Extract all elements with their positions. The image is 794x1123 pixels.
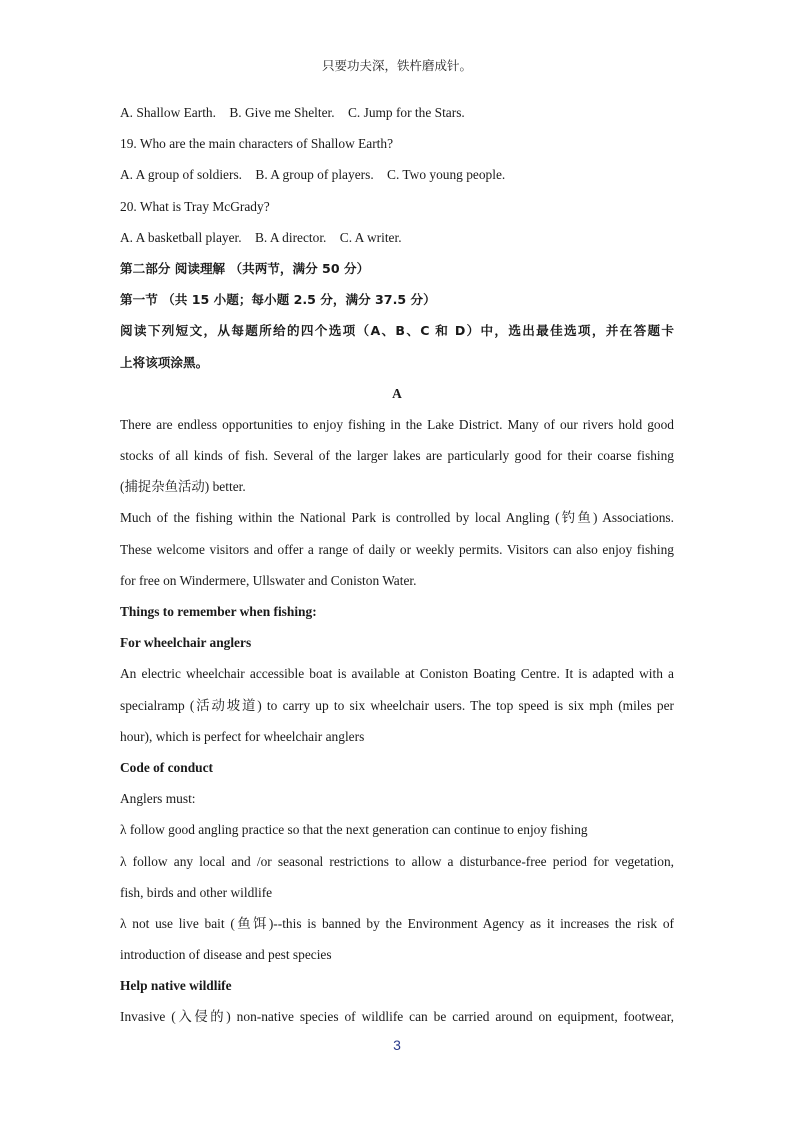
question-20: 20. What is Tray McGrady? [120, 198, 270, 214]
paragraph-3-line-2: specialramp (活动坡道) to carry up to six wheelchair users. The top speed is six mph (miles per [120, 697, 674, 713]
wildlife-heading: Help native wildlife [120, 978, 232, 994]
page-number: 3 [393, 1037, 401, 1053]
paragraph-3-line-3: hour), which is perfect for wheelchair anglers [120, 728, 365, 744]
rule-2-line-2: fish, birds and other wildlife [120, 884, 273, 900]
paragraph-2-line-3: for free on Windermere, Ullswater and Coniston Water. [120, 572, 417, 588]
q19-options: A. A group of soldiers. B. A group of players. C. Two young people. [120, 167, 506, 183]
rule-3-line-1: λ not use live bait (鱼饵)--this is banned by the Environment Agency as it increases the risk of [120, 915, 674, 931]
part2-title: 第二部分 阅读理解 （共两节，满分 50 分） [120, 260, 370, 276]
rule-2-line-1: λ follow any local and /or seasonal restrictions to allow a disturbance-free period for vegetation, [120, 853, 674, 869]
question-19: 19. Who are the main characters of Shallow Earth? [120, 136, 394, 152]
passage-label: A [392, 385, 402, 401]
paragraph-1-line-2: stocks of all kinds of fish. Several of the larger lakes are particularly good for their coarse fishing [120, 448, 674, 464]
paragraph-3-line-1: An electric wheelchair accessible boat is available at Coniston Boating Centre. It is adapted with a [120, 666, 674, 682]
things-heading: Things to remember when fishing: [120, 604, 317, 619]
wheelchair-heading: For wheelchair anglers [120, 635, 252, 651]
conduct-heading: Code of conduct [120, 759, 213, 775]
q20-options: A. A basketball player. B. A director. C. A writer. [120, 229, 402, 245]
paragraph-2-line-2: These welcome visitors and offer a range of daily or weekly permits. Visitors can also enjoy fishing [120, 541, 674, 557]
page-header-motto: 只要功夫深，铁杵磨成针。 [321, 59, 472, 73]
section1-title: 第一节 （共 15 小题；每小题 2.5 分，满分 37.5 分） [120, 292, 436, 308]
rule-3-line-2: introduction of disease and pest species [120, 947, 332, 963]
paragraph-1-line-3: (捕捉杂鱼活动) better. [120, 479, 246, 495]
anglers-must: Anglers must: [120, 791, 196, 807]
document-body [120, 97, 674, 1033]
paragraph-4-line-1: Invasive (入侵的) non-native species of wildlife can be carried around on equipment, footwear, [120, 1009, 674, 1025]
rule-1: λ follow good angling practice so that the next generation can continue to enjoy fishing [120, 822, 588, 838]
instruction-line-2: 上将该项涂黑。 [120, 354, 209, 370]
paragraph-1-line-1: There are endless opportunities to enjoy fishing in the Lake District. Many of our rivers hold good [120, 416, 674, 432]
instruction-line-1: 阅读下列短文，从每题所给的四个选项（A、B、C 和 D）中，选出最佳选项，并在答题卡 [120, 323, 674, 339]
q18-options: A. Shallow Earth. B. Give me Shelter. C. Jump for the Stars. [120, 105, 465, 120]
paragraph-2-line-1: Much of the fishing within the National Park is controlled by local Angling (钓鱼) Associations. [120, 510, 674, 526]
